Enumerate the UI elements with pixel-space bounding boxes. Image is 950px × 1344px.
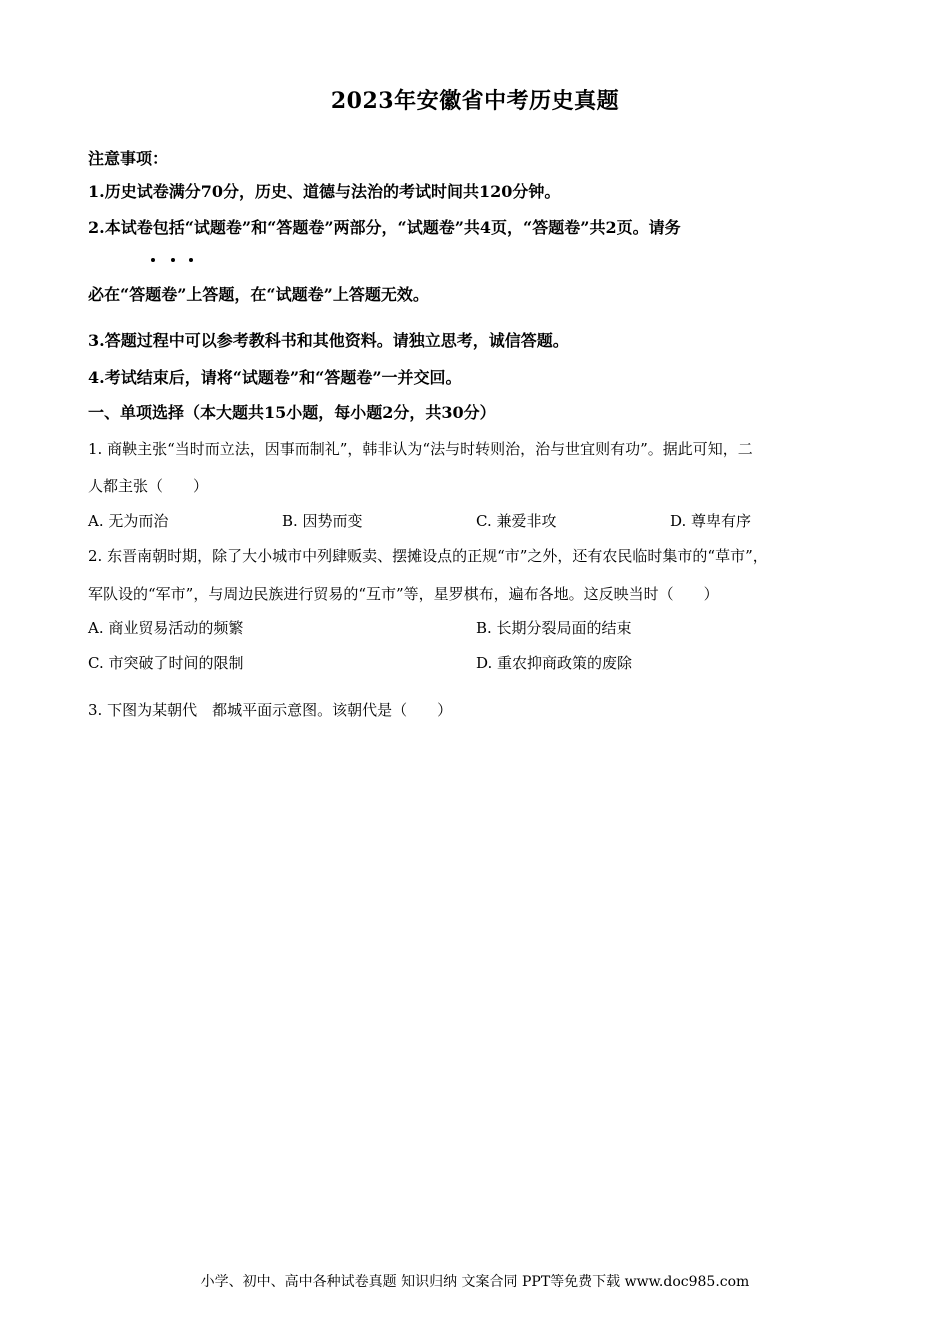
question-2-stem-continued: 军队设的“军市”，与周边民族进行贸易的“互市”等，星罗棋布，遍布各地。这反映当时（ ） [88,585,719,603]
page-title: 2023年安徽省中考历史真题 [330,88,620,114]
question-1-stem-continued: 人都主张（ ） [88,477,209,495]
question-1-option-c: C. 兼爱非攻 [476,512,557,530]
question-2-option-b: B. 长期分裂局面的结束 [476,619,632,637]
question-1-option-a: A. 无为而治 [88,512,169,530]
section-heading: 一、单项选择（本大题共15小题，每小题2分，共30分） [88,403,496,422]
question-1-stem: 1. 商鞅主张“当时而立法，因事而制礼”，韩非认为“法与时转则治，治与世宜则有功”。据此可知，二 [88,440,753,458]
question-1-option-b: B. 因势而变 [282,512,363,530]
question-2-option-d: D. 重农抑商政策的废除 [476,654,633,672]
question-2-stem: 2. 东晋南朝时期，除了大小城市中列肆贩卖、摆摊设点的正规“市”之外，还有农民临时集市的“草市”， [88,547,768,565]
note-item-3: 3.答题过程中可以参考教科书和其他资料。请独立思考，诚信答题。 [88,331,569,350]
note-item-2: 2.本试卷包括“试题卷”和“答题卷”两部分，“试题卷”共4页，“答题卷”共2页。请务 [88,218,681,237]
question-1-option-d: D. 尊卑有序 [670,512,752,530]
question-3-stem: 3. 下图为某朝代 都城平面示意图。该朝代是（ ） [88,701,453,719]
emphasis-dots [147,258,207,268]
note-item-1: 1.历史试卷满分70分，历史、道德与法治的考试时间共120分钟。 [88,182,561,201]
note-item-4: 4.考试结束后，请将“试题卷”和“答题卷”一并交回。 [88,368,462,387]
notes-heading: 注意事项： [88,149,169,168]
note-item-2-continued: 必在“答题卷”上答题，在“试题卷”上答题无效。 [88,285,429,304]
question-2-option-c: C. 市突破了时间的限制 [88,654,244,672]
question-2-option-a: A. 商业贸易活动的频繁 [88,619,244,637]
page-footer: 小学、初中、高中各种试卷真题 知识归纳 文案合同 PPT等免费下载 www.doc985.com [200,1274,750,1290]
